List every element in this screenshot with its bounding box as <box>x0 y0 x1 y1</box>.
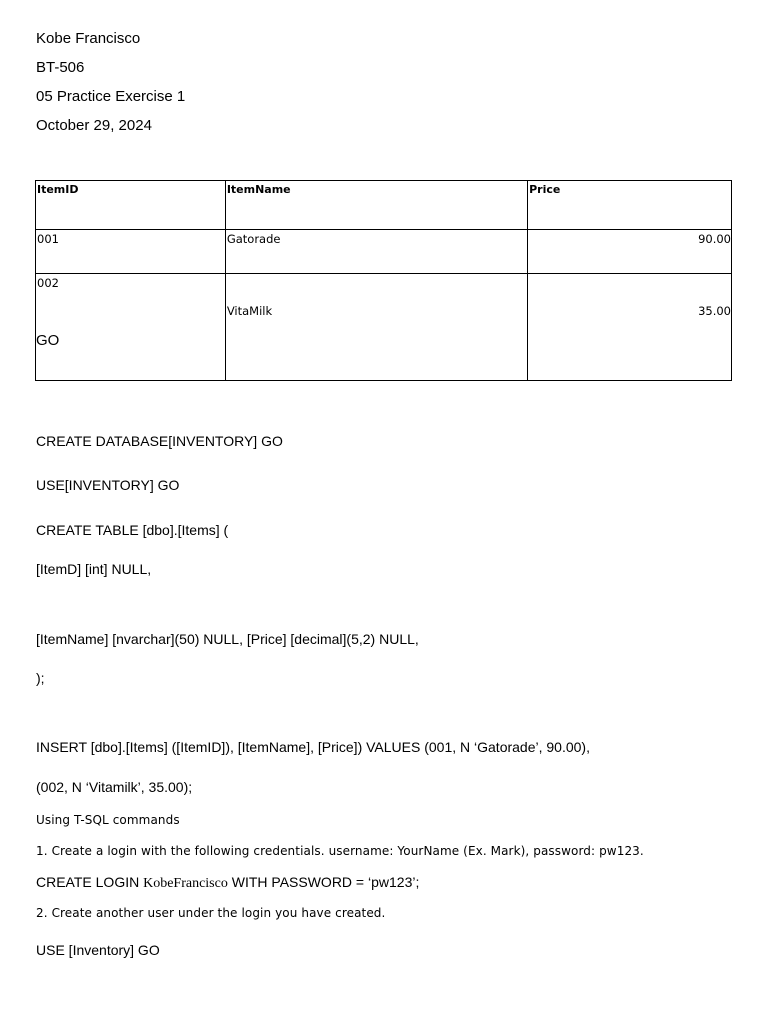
section-code: BT-506 <box>36 59 85 76</box>
table-row <box>36 274 732 381</box>
items-table <box>35 180 732 381</box>
sql-column-itemid: [ItemD] [int] NULL, <box>36 561 152 577</box>
instructions-heading: Using T-SQL commands <box>36 813 180 827</box>
table-header-row <box>36 181 732 230</box>
student-name: Kobe Francisco <box>36 30 141 47</box>
cell-item-id <box>36 274 226 381</box>
sql-create-login-suffix: WITH PASSWORD = ‘pw123’; <box>227 874 420 890</box>
cell-item-id: 001 <box>36 230 226 274</box>
cell-item-id-value: 002 <box>37 276 59 290</box>
sql-create-login <box>36 874 419 892</box>
cell-item-name: Gatorade <box>225 230 527 274</box>
column-header-price: Price <box>528 181 732 230</box>
stray-go-text: GO <box>36 332 60 349</box>
document-date: October 29, 2024 <box>36 117 152 134</box>
instruction-step-1: 1. Create a login with the following credentials. username: YourName (Ex. Mark), password: pw123. <box>36 844 644 858</box>
instruction-step-2: 2. Create another user under the login you have created. <box>36 906 386 920</box>
sql-create-table: CREATE TABLE [dbo].[Items] ( <box>36 522 229 538</box>
cell-item-price: 90.00 <box>528 230 732 274</box>
exercise-title: 05 Practice Exercise 1 <box>36 88 186 105</box>
cell-item-price: 35.00 <box>528 274 732 381</box>
sql-create-login-prefix: CREATE LOGIN <box>36 874 144 890</box>
sql-use-database: USE[INVENTORY] GO <box>36 477 180 493</box>
sql-use-inventory: USE [Inventory] GO <box>36 942 160 958</box>
sql-insert-statement: INSERT [dbo].[Items] ([ItemID]), [ItemName], [Price]) VALUES (001, N ‘Gatorade’, 90.00), <box>36 739 590 755</box>
sql-create-database: CREATE DATABASE[INVENTORY] GO <box>36 433 283 449</box>
sql-login-name: KobeFrancisco <box>143 876 228 891</box>
column-header-itemname: ItemName <box>225 181 527 230</box>
sql-insert-values: (002, N ‘Vitamilk’, 35.00); <box>36 779 193 795</box>
cell-item-name: VitaMilk <box>225 274 527 381</box>
sql-close-paren: ); <box>36 670 45 686</box>
sql-columns-name-price: [ItemName] [nvarchar](50) NULL, [Price] [decimal](5,2) NULL, <box>36 631 419 647</box>
table-row <box>36 230 732 274</box>
column-header-itemid: ItemID <box>36 181 226 230</box>
